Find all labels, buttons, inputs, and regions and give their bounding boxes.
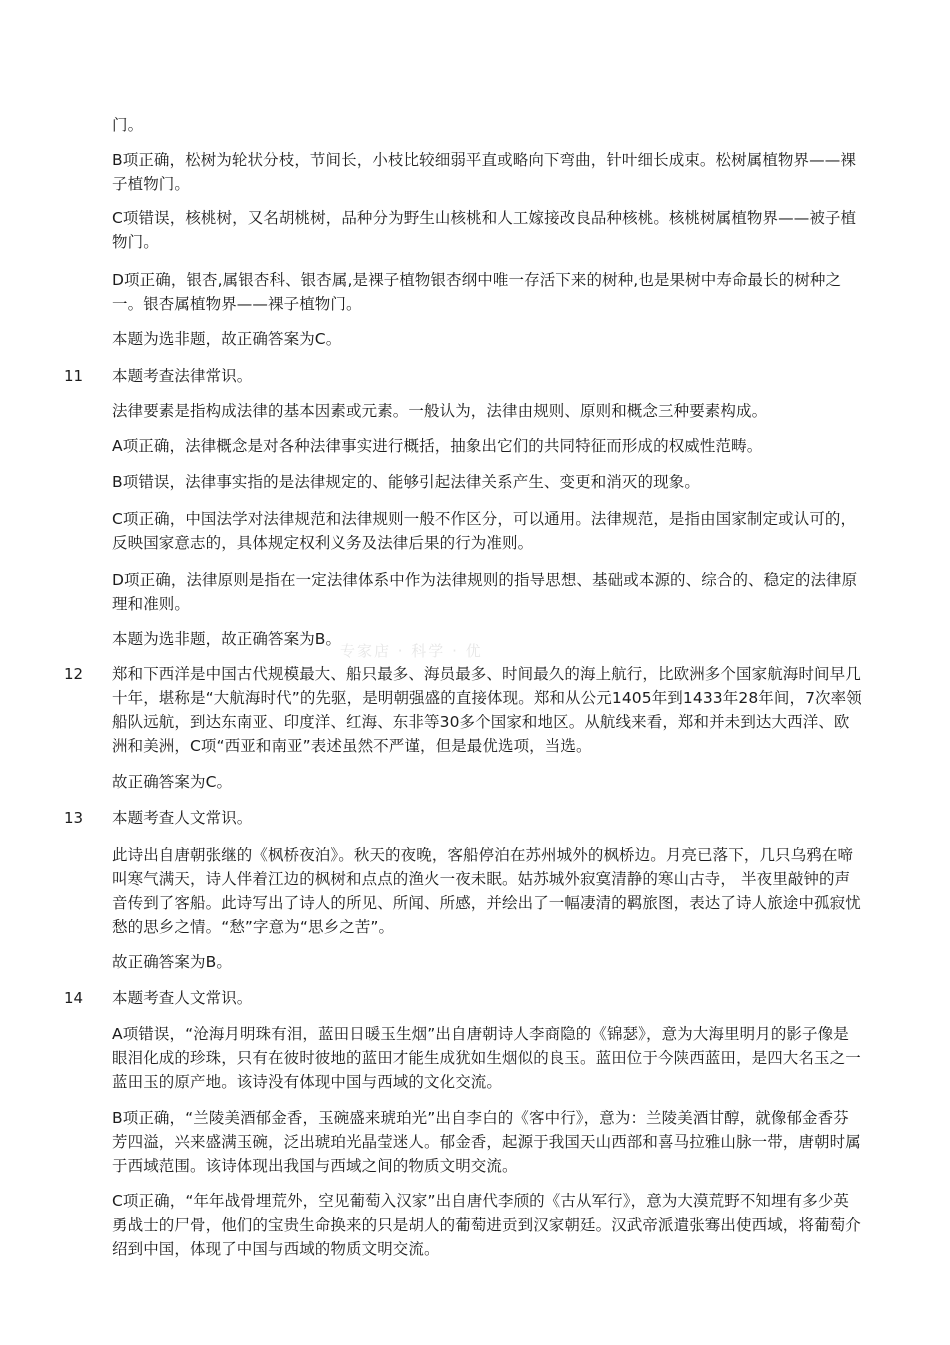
conclusion: 本题为选非题，故正确答案为C。 bbox=[112, 330, 342, 348]
conclusion: 故正确答案为B。 bbox=[112, 953, 232, 971]
paragraph: B项正确，“兰陵美酒郁金香，玉碗盛来琥珀光”出自李白的《客中行》，意为：兰陵美酒甘醇，就像郁金香芬芳四溢，兴来盛满玉碗，泛出琥珀光晶莹迷人。郁金香，起源于我国天山西部和喜马拉雅山脉一带，唐朝时属于西域范围。该诗体现出我国与西域之间的物质文明交流。 bbox=[112, 1109, 861, 1175]
paragraph: C项正确，中国法学对法律规范和法律规则一般不作区分，可以通用。法律规范，是指由国家制定或认可的，反映国家意志的，具体规定权利义务及法律后果的行为准则。 bbox=[112, 510, 857, 552]
paragraph: 此诗出自唐朝张继的《枫桥夜泊》。秋天的夜晚，客船停泊在苏州城外的枫桥边。月亮已落下，几只乌鸦在啼叫寒气满天，诗人伴着江边的枫树和点点的渔火一夜未眠。姑苏城外寂寞清静的寒山古寺， 半夜里敲钟的声音传到了客船。此诗写出了诗人的所见、所闻、所感，并绘出了一幅凄清的羁旅图，表达了诗人旅途中孤寂忧愁的思乡之情。“愁”字意为“思乡之苦”。 bbox=[112, 846, 861, 936]
paragraph: B项正确，松树为轮状分枝，节间长，小枝比较细弱平直或略向下弯曲，针叶细长成束。松树属植物界——裸子植物门。 bbox=[112, 151, 856, 193]
question-number: 13 bbox=[64, 809, 84, 827]
paragraph: B项错误，法律事实指的是法律规定的、能够引起法律关系产生、变更和消灭的现象。 bbox=[112, 473, 700, 491]
paragraph: 法律要素是指构成法律的基本因素或元素。一般认为，法律由规则、原则和概念三种要素构成。 bbox=[112, 402, 768, 420]
paragraph: C项正确，“年年战骨埋荒外，空见葡萄入汉家”出自唐代李颀的《古从军行》，意为大漠荒野不知埋有多少英勇战士的尸骨，他们的宝贵生命换来的只是胡人的葡萄进贡到汉家朝廷。汉武帝派遣张骞出使西域，将葡萄介绍到中国，体现了中国与西域的物质文明交流。 bbox=[112, 1192, 861, 1258]
watermark-text: 专家店 · 科学 · 优 bbox=[340, 642, 483, 660]
paragraph: 本题考查人文常识。 bbox=[112, 989, 253, 1007]
question-number: 11 bbox=[64, 367, 84, 385]
question-number: 12 bbox=[64, 665, 84, 683]
paragraph: D项正确，法律原则是指在一定法律体系中作为法律规则的指导思想、基础或本源的、综合的、稳定的法律原理和准则。 bbox=[112, 571, 858, 613]
paragraph: A项正确，法律概念是对各种法律事实进行概括，抽象出它们的共同特征而形成的权威性范畴。 bbox=[112, 437, 763, 455]
conclusion: 故正确答案为C。 bbox=[112, 773, 233, 791]
conclusion: 本题为选非题，故正确答案为B。 bbox=[112, 630, 342, 648]
paragraph: A项错误，“沧海月明珠有泪，蓝田日暖玉生烟”出自唐朝诗人李商隐的《锦瑟》，意为大海里明月的影子像是眼泪化成的珍珠，只有在彼时彼地的蓝田才能生成犹如生烟似的良玉。蓝田位于今陕西蓝田，是四大名玉之一蓝田玉的原产地。该诗没有体现中国与西域的文化交流。 bbox=[112, 1025, 861, 1091]
paragraph: 本题考查法律常识。 bbox=[112, 367, 253, 385]
question-number: 14 bbox=[64, 989, 84, 1007]
paragraph: 郑和下西洋是中国古代规模最大、船只最多、海员最多、时间最久的海上航行，比欧洲多个国家航海时间早几十年，堪称是“大航海时代”的先驱，是明朝强盛的直接体现。郑和从公元1405年到1433年28年间，7次率领船队远航，到达东南亚、印度洋、红海、东非等30多个国家和地区。从航线来看，郑和并未到达大西洋、欧洲和美洲，C项“西亚和南亚”表述虽然不严谨，但是最优选项，当选。 bbox=[112, 665, 862, 755]
paragraph: 本题考查人文常识。 bbox=[112, 809, 253, 827]
paragraph: D项正确，银杏,属银杏科、银杏属,是裸子植物银杏纲中唯一存活下来的树种,也是果树中寿命最长的树种之一。银杏属植物界——裸子植物门。 bbox=[112, 271, 842, 313]
paragraph: 门。 bbox=[112, 116, 144, 134]
paragraph: C项错误，核桃树，又名胡桃树，品种分为野生山核桃和人工嫁接改良品种核桃。核桃树属植物界——被子植物门。 bbox=[112, 209, 857, 251]
